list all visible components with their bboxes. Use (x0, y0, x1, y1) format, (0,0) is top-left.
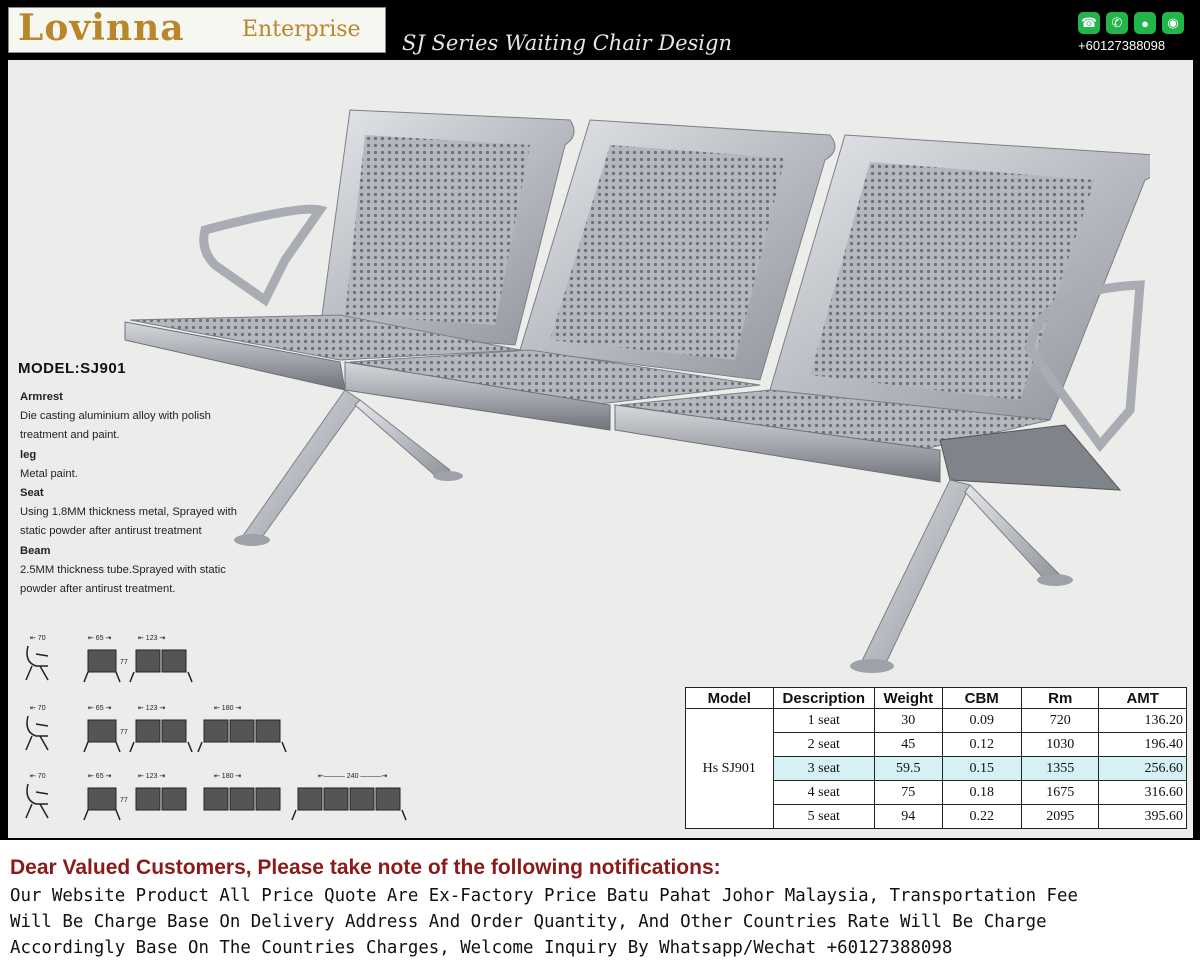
description-cell: 1 seat (773, 709, 875, 733)
spec-list (20, 388, 250, 599)
dim-side: ⇤ 70 (30, 635, 46, 642)
brand-name: Lovinna (18, 7, 185, 49)
svg-text:⇤ 70: ⇤ 70 (30, 773, 46, 780)
dimension-diagrams (18, 632, 418, 832)
amt-cell: 196.40 (1099, 733, 1187, 757)
rm-cell: 2095 (1021, 805, 1098, 829)
notice-line: Our Website Product All Price Quote Are Ex-Factory Price Batu Pahat Johor Malaysia, Transportation Fee (10, 886, 1078, 906)
weight-cell: 94 (875, 805, 942, 829)
series-title: SJ Series Waiting Chair Design (402, 31, 732, 55)
rm-cell: 720 (1021, 709, 1098, 733)
dim-double: ⇤ 123 ⇥ (138, 635, 166, 642)
weight-cell: 45 (875, 733, 942, 757)
svg-text:77: 77 (120, 729, 128, 736)
spec-text: 2.5MM thickness tube.Sprayed with static powder after antirust treatment. (20, 563, 226, 596)
notice-line: Will Be Charge Base On Delivery Address And Order Quantity, And Other Countries Rate Will Be Charge (10, 912, 1047, 932)
amt-cell: 136.20 (1099, 709, 1187, 733)
description-cell: 3 seat (773, 757, 875, 781)
col-header-description: Description (773, 688, 875, 709)
rm-cell: 1355 (1021, 757, 1098, 781)
svg-text:⇤ 65 ⇥: ⇤ 65 ⇥ (88, 773, 112, 780)
phone-icon[interactable]: ☎ (1078, 12, 1100, 34)
description-cell: 5 seat (773, 805, 875, 829)
spec-text: Die casting aluminium alloy with polish treatment and paint. (20, 410, 211, 442)
description-cell: 4 seat (773, 781, 875, 805)
col-header-cbm: CBM (942, 688, 1021, 709)
spec-heading: Armrest (20, 391, 63, 403)
spec-text: Using 1.8MM thickness metal, Sprayed with static powder after antirust treatment (20, 506, 237, 538)
description-cell: 2 seat (773, 733, 875, 757)
table-row (686, 709, 1187, 733)
notice-line: Accordingly Base On The Countries Charges, Welcome Inquiry By Whatsapp/Wechat +60127388098 (10, 938, 953, 958)
amt-cell: 316.60 (1099, 781, 1187, 805)
notice-title: Dear Valued Customers, Please take note of the following notifications: (10, 856, 721, 879)
dim-quad: ⇤——— 240 ———⇥ (318, 773, 388, 780)
price-table (685, 687, 1187, 829)
rm-cell: 1675 (1021, 781, 1098, 805)
contact-icons (1078, 12, 1190, 34)
brand-suffix: Enterprise (242, 17, 361, 42)
spec-text: Metal paint. (20, 467, 78, 480)
weight-cell: 30 (875, 709, 942, 733)
dim-triple: ⇤ 180 ⇥ (214, 705, 242, 712)
notice-body (10, 883, 1195, 961)
svg-text:⇤ 180 ⇥: ⇤ 180 ⇥ (214, 773, 242, 780)
weight-cell: 75 (875, 781, 942, 805)
whatsapp-icon[interactable]: ✆ (1106, 12, 1128, 34)
dim-height: 77 (120, 659, 128, 666)
svg-text:⇤ 65 ⇥: ⇤ 65 ⇥ (88, 705, 112, 712)
rm-cell: 1030 (1021, 733, 1098, 757)
svg-text:⇤ 123 ⇥: ⇤ 123 ⇥ (138, 773, 166, 780)
table-header-row (686, 688, 1187, 709)
side-view-chair-icon (26, 646, 48, 680)
amt-cell: 256.60 (1099, 757, 1187, 781)
spec-heading: Seat (20, 487, 44, 500)
svg-text:⇤ 123 ⇥: ⇤ 123 ⇥ (138, 705, 166, 712)
spec-heading: leg (20, 448, 37, 461)
svg-text:⇤ 70: ⇤ 70 (30, 705, 46, 712)
dim-single: ⇤ 65 ⇥ (88, 635, 112, 642)
col-header-rm: Rm (1021, 688, 1098, 709)
cbm-cell: 0.22 (942, 805, 1021, 829)
weight-cell: 59.5 (875, 757, 942, 781)
col-header-weight: Weight (875, 688, 942, 709)
amt-cell: 395.60 (1099, 805, 1187, 829)
cbm-cell: 0.18 (942, 781, 1021, 805)
contact-phone[interactable]: +60127388098 (1078, 38, 1166, 53)
model-title: MODEL:SJ901 (18, 360, 127, 377)
spec-heading: Beam (20, 544, 51, 557)
svg-text:77: 77 (120, 797, 128, 804)
line-icon[interactable]: ◉ (1162, 12, 1184, 34)
cbm-cell: 0.15 (942, 757, 1021, 781)
chair-illustration (120, 100, 1150, 680)
col-header-amt: AMT (1099, 688, 1187, 709)
wechat-icon[interactable]: ● (1134, 12, 1156, 34)
cbm-cell: 0.12 (942, 733, 1021, 757)
col-header-model: Model (686, 688, 774, 709)
cbm-cell: 0.09 (942, 709, 1021, 733)
model-cell: Hs SJ901 (686, 709, 774, 829)
